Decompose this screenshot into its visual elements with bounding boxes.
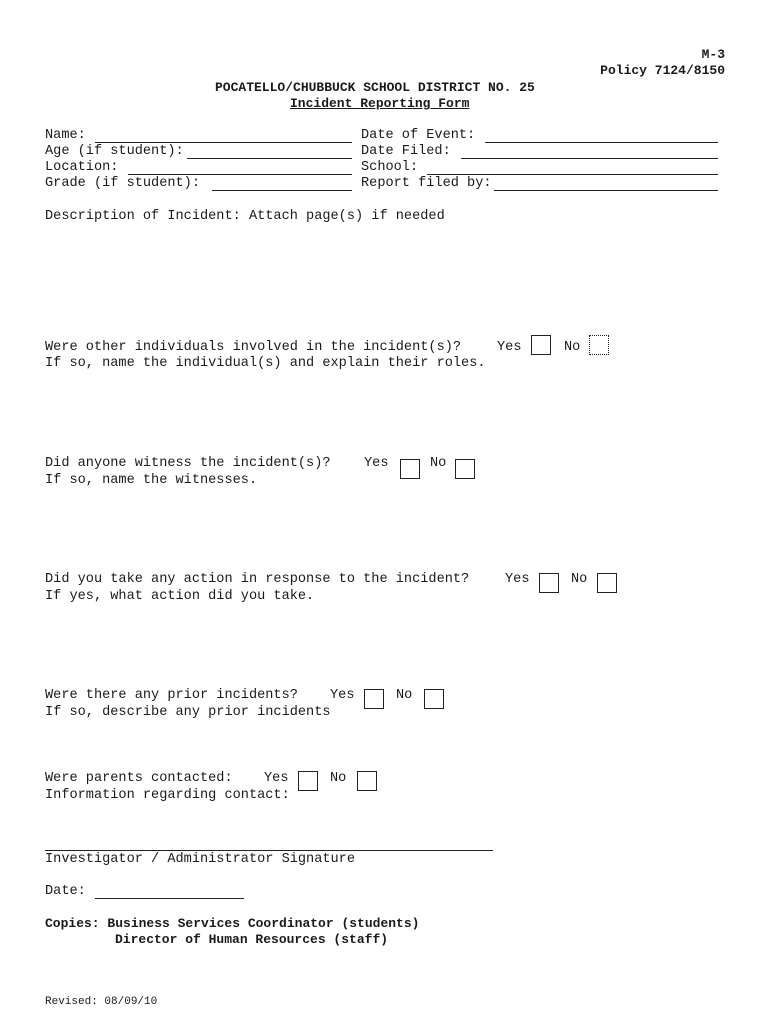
others-involved-no-checkbox[interactable] — [589, 335, 609, 355]
revised-date: Revised: 08/09/10 — [45, 996, 158, 1008]
witness-question: Did anyone witness the incident(s)? — [45, 456, 331, 471]
parents-no-checkbox[interactable] — [357, 771, 377, 791]
date-label: Date: — [45, 884, 86, 899]
others-involved-followup: If so, name the individual(s) and explain their roles. — [45, 356, 486, 371]
prior-yes-checkbox[interactable] — [364, 689, 384, 709]
witness-followup: If so, name the witnesses. — [45, 473, 258, 488]
age-field[interactable] — [187, 158, 352, 159]
parents-no-label: No — [330, 771, 347, 786]
action-no-label: No — [571, 572, 588, 587]
school-field[interactable] — [427, 174, 718, 175]
report-filed-by-label: Report filed by: — [361, 176, 492, 191]
others-involved-no-label: No — [564, 340, 581, 355]
location-label: Location: — [45, 160, 119, 175]
parents-yes-label: Yes — [264, 771, 289, 786]
name-label: Name: — [45, 128, 86, 143]
grade-field[interactable] — [212, 190, 352, 191]
witness-no-checkbox[interactable] — [455, 459, 475, 479]
date-filed-field[interactable] — [461, 158, 718, 159]
description-label: Description of Incident: Attach page(s) if needed — [45, 209, 445, 224]
action-yes-label: Yes — [505, 572, 530, 587]
date-of-event-field[interactable] — [485, 142, 718, 143]
action-yes-checkbox[interactable] — [539, 573, 559, 593]
page-title: Incident Reporting Form — [290, 96, 470, 111]
age-label: Age (if student): — [45, 144, 184, 159]
prior-no-label: No — [396, 688, 413, 703]
copies-line-2: Director of Human Resources (staff) — [115, 932, 389, 947]
witness-yes-label: Yes — [364, 456, 389, 471]
signature-label: Investigator / Administrator Signature — [45, 852, 355, 867]
school-label: School: — [361, 160, 419, 175]
form-code: M-3 — [701, 47, 725, 62]
date-filed-label: Date Filed: — [361, 144, 451, 159]
others-involved-yes-checkbox[interactable] — [531, 335, 551, 355]
date-of-event-label: Date of Event: — [361, 128, 476, 143]
prior-question: Were there any prior incidents? — [45, 688, 298, 703]
grade-label: Grade (if student): — [45, 176, 200, 191]
report-filed-by-field[interactable] — [494, 190, 718, 191]
prior-yes-label: Yes — [330, 688, 355, 703]
action-no-checkbox[interactable] — [597, 573, 617, 593]
date-field[interactable] — [95, 898, 244, 899]
parents-followup: Information regarding contact: — [45, 788, 290, 803]
copies-line-1: Copies: Business Services Coordinator (students) — [45, 916, 420, 931]
others-involved-yes-label: Yes — [497, 340, 522, 355]
prior-followup: If so, describe any prior incidents — [45, 705, 331, 720]
parents-question: Were parents contacted: — [45, 771, 233, 786]
witness-no-label: No — [430, 456, 447, 471]
action-question: Did you take any action in response to the incident? — [45, 572, 470, 587]
name-field[interactable] — [95, 142, 352, 143]
signature-line[interactable] — [45, 850, 493, 851]
others-involved-question: Were other individuals involved in the incident(s)? — [45, 340, 462, 355]
policy-number: Policy 7124/8150 — [600, 63, 725, 78]
action-followup: If yes, what action did you take. — [45, 589, 315, 604]
district-name: POCATELLO/CHUBBUCK SCHOOL DISTRICT NO. 25 — [215, 80, 535, 95]
prior-no-checkbox[interactable] — [424, 689, 444, 709]
witness-yes-checkbox[interactable] — [400, 459, 420, 479]
location-field[interactable] — [128, 174, 352, 175]
parents-yes-checkbox[interactable] — [298, 771, 318, 791]
